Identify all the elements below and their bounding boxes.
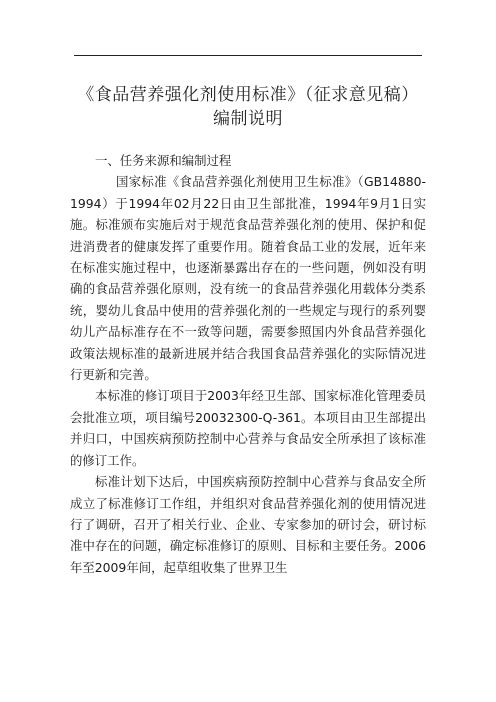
title-line-1: 《食品营养强化剂使用标准》（征求意见稿） [77,85,419,105]
section-heading: 一、任务来源和编制过程 [95,153,232,168]
body-paragraph-1: 国家标准《食品营养强化剂使用卫生标准》（GB14880-1994）于1994年02月22日由卫生部批准，1994年9月1日实施。标准颁布实施后对于规范食品营养强化剂的使用、保护和促进消费者的健康发挥了重要作用。随着食品工业的发展，近年来在标准实施过程中，也逐渐暴露出存在的一些问题，例如没有明确的食品营养强化原则，没有统一的食品营养强化用载体分类系统，婴幼儿食品中使用的营养强化剂的一些规定与现行的系列婴幼儿产品标准存在不一致等问题，需要参照国内外食品营养强化政策法规标准的最新进展并结合我国食品营养强化的实际情况进行更新和完善。 [70,174,426,383]
body-paragraph-3: 标准计划下达后，中国疾病预防控制中心营养与食品安全所成立了标准修订工作组，并组织对食品营养强化剂的使用情况进行了调研，召开了相关行业、企业、专家参加的研讨会，研讨标准中存在的问题，确定标准修订的原则、目标和主要任务。2006年至2009年间，起草组收集了世界卫生 [70,474,426,575]
title-line-2: 编制说明 [213,109,283,129]
document-title [60,83,436,131]
body-paragraph-2: 本标准的修订项目于2003年经卫生部、国家标准化管理委员会批准立项，项目编号20032300-Q-361。本项目由卫生部提出并归口，中国疾病预防控制中心营养与食品安全所承担了该标准的修订工作。 [70,388,426,468]
header-rule [74,55,422,56]
document-body [70,150,426,578]
